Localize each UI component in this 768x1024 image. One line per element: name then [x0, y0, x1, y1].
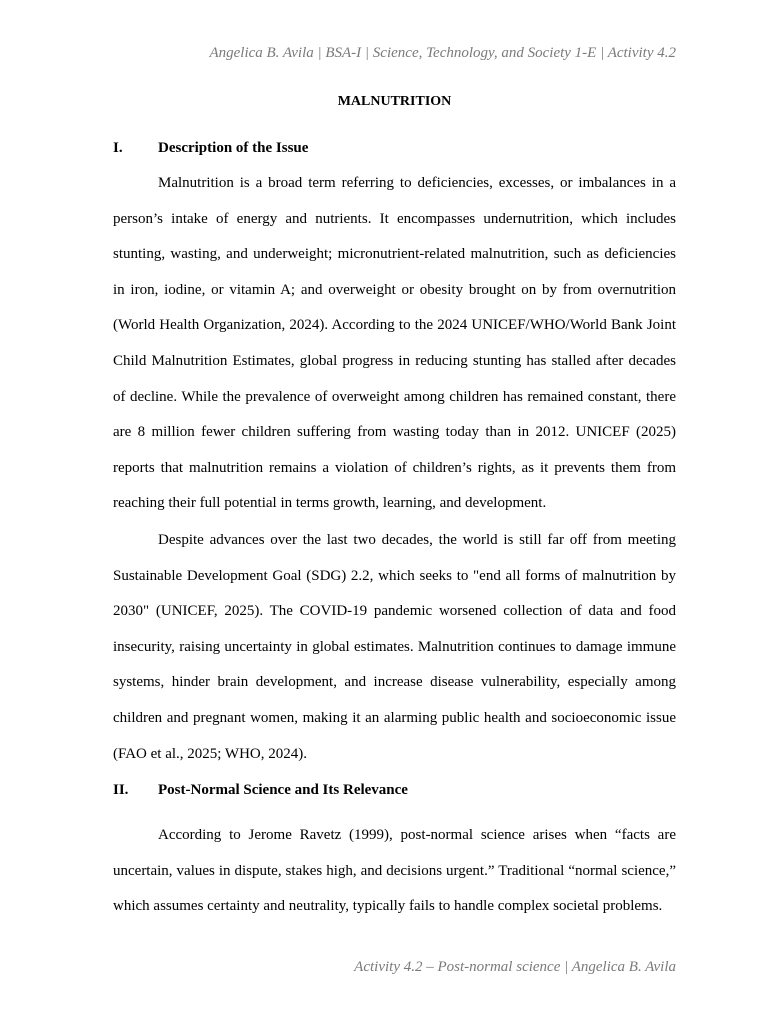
paragraph-2: Despite advances over the last two decades, the world is still far off from meeting Sustainable Development Goal (SDG) 2.2, which seeks to "end all forms of malnutrition by 2030" (UNICEF, 2025). The COVID-19 pandemic worsened collection of data and food insecurity, raising uncertainty in global estimates. Malnutrition continues to damage immune systems, hinder brain development, and increase disease vulnerability, especially among children and pregnant women, making it an alarming public health and socioeconomic issue (FAO et al., 2025; WHO, 2024). — [113, 532, 676, 762]
paragraph-3: According to Jerome Ravetz (1999), post-normal science arises when “facts are uncertain, values in dispute, stakes high, and decisions urgent.” Traditional “normal science,” which assumes certainty and neutrality, typically fails to handle complex societal problems. — [113, 827, 676, 915]
section-heading-1 — [113, 138, 676, 158]
section-heading-2 — [113, 780, 676, 800]
document-title: MALNUTRITION — [337, 94, 452, 109]
running-header: Angelica B. Avila | BSA-I | Science, Technology, and Society 1-E | Activity 4.2 — [209, 45, 676, 61]
paragraph-1: Malnutrition is a broad term referring to deficiencies, excesses, or imbalances in a person’s intake of energy and nutrients. It encompasses undernutrition, which includes stunting, wasting, and underweight; micronutrient-related malnutrition, such as deficiencies in iron, iodine, or vitamin A; and overweight or obesity brought on by from overnutrition (World Health Organization, 2024). According to the 2024 UNICEF/WHO/World Bank Joint Child Malnutrition Estimates, global progress in reducing stunting has stalled after decades of decline. While the prevalence of overweight among children has remained constant, there are 8 million fewer children suffering from wasting today than in 2012. UNICEF (2025) reports that malnutrition remains a violation of children’s rights, as it prevents them from reaching their full potential in terms growth, learning, and development. — [113, 175, 676, 512]
running-footer: Activity 4.2 – Post-normal science | Angelica B. Avila — [354, 959, 676, 975]
section-heading-text-2: Post-Normal Science and Its Relevance — [158, 782, 408, 798]
section-number-1: I. — [113, 140, 123, 156]
section-heading-text-1: Description of the Issue — [158, 140, 309, 156]
section-number-2: II. — [113, 782, 129, 798]
